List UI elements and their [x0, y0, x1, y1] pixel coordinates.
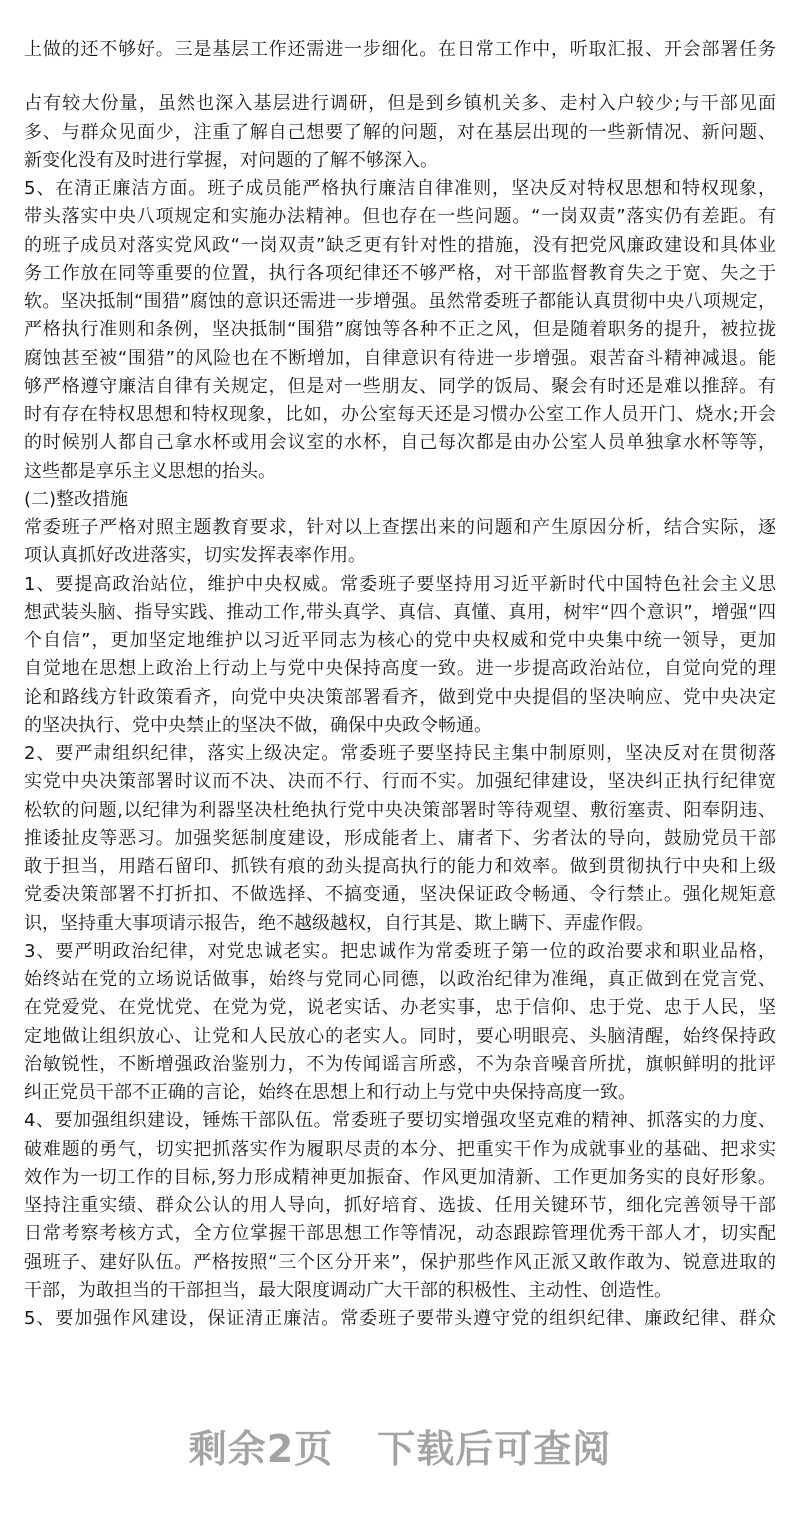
document-line: 腐蚀甚至被“围猎”的风险也在不断增加，自律意识有待进一步增强。艰苦奋斗精神减退。能 [24, 347, 776, 369]
document-line: 4、要加强组织建设，锤炼干部队伍。常委班子要切实增强攻坚克难的精神、抓落实的力度、 [24, 1110, 776, 1132]
document-line: 的坚决执行、党中央禁止的坚决不做，确保中央政令畅通。 [24, 714, 492, 736]
download-to-view-label: 下载后可查阅 [377, 1427, 612, 1471]
document-line: 实党中央决策部署时议而不决、决而不行、行而不实。加强纪律建设，坚决纠正执行纪律宽 [24, 771, 776, 793]
download-prompt[interactable] [0, 1418, 800, 1473]
document-line: 定地做让组织放心、让党和人民放心的老实人。同时，要心明眼亮、头脑清醒，始终保持政 [24, 1025, 776, 1047]
document-lines [24, 90, 776, 1333]
document-line: 3、要严明政治纪律，对党忠诚老实。把忠诚作为常委班子第一位的政治要求和职业品格， [24, 940, 776, 962]
document-line: 务工作放在同等重要的位置，执行各项纪律还不够严格，对干部监督教育失之于宽、失之于 [24, 262, 776, 284]
document-line: 想武装头脑、指导实践、推动工作,带头真学、真信、真懂、真用，树牢“四个意识”，增强“四 [24, 601, 776, 623]
document-line: 时有存在特权思想和特权现象，比如，办公室每天还是习惯办公室工作人员开门、烧水;开会 [24, 404, 776, 425]
document-line: 够严格遵守廉洁自律有关规定，但是对一些朋友、同学的饭局、聚会有时还是难以推辞。有 [24, 375, 776, 397]
document-line: 始终站在党的立场说话做事，始终与党同心同德，以政治纪律为准绳，真正做到在党言党、 [24, 969, 776, 990]
document-line: 的时候别人都自己拿水杯或用会议室的水杯，自己每次都是由办公室人员单独拿水杯等等， [24, 432, 776, 454]
document-line: 1、要提高政治站位，维护中央权威。常委班子要坚持用习近平新时代中国特色社会主义思 [24, 573, 776, 595]
document-line: 软。坚决抵制“围猎”腐蚀的意识还需进一步增强。虽然常委班子都能认真贯彻中央八项规定， [24, 291, 776, 312]
document-line: 论和路线方针政策看齐，向党中央决策部署看齐，做到党中央提倡的坚决响应、党中央决定 [24, 686, 776, 708]
document-line: 党委决策部署不打折扣、不做选择、不搞变通，坚决保证政令畅通、令行禁止。强化规矩意 [24, 884, 776, 906]
document-line: 干部，为敢担当的干部担当，最大限度调动广大干部的积极性、主动性、创造性。 [24, 1279, 672, 1301]
document-line: 在党爱党、在党忧党、在党为党，说老实话、办老实事，忠于信仰、忠于党、忠于人民，坚 [24, 997, 776, 1019]
document-line: 自觉地在思想上政治上行动上与党中央保持高度一致。进一步提高政治站位，自觉向党的理 [24, 658, 776, 680]
document-line: 纠正党员干部不正确的言论，始终在思想上和行动上与党中央保持高度一致。 [24, 1082, 636, 1103]
document-line: 5、要加强作风建设，保证清正廉洁。常委班子要带头遵守党的组织纪律、廉政纪律、群众 [24, 1308, 776, 1329]
document-line: 识，坚持重大事项请示报告，绝不越级越权，自行其是、欺上瞒下、弄虚作假。 [24, 912, 654, 934]
document-line: 常委班子严格对照主题教育要求，针对以上查摆出来的问题和产生原因分析，结合实际，逐 [24, 517, 776, 538]
document-line: 这些都是享乐主义思想的抬头。 [24, 460, 276, 482]
document-line: 上做的还不够好。三是基层工作还需进一步细化。在日常工作中，听取汇报、开会部署任务 [24, 39, 776, 60]
document-line: 严格执行准则和条例，坚决抵制“围猎”腐蚀等各种不正之风，但是随着职务的提升，被拉拢 [24, 319, 776, 341]
remaining-pages-label: 剩余2页 [188, 1427, 334, 1471]
document-line: 治敏锐性，不断增强政治鉴别力，不为传闻谣言所惑，不为杂音噪音所扰，旗帜鲜明的批评 [24, 1053, 776, 1075]
document-line: 的班子成员对落实党风政“一岗双责”缺乏更有针对性的措施，没有把党风廉政建设和具体业 [24, 234, 776, 256]
document-line: 占有较大份量，虽然也深入基层进行调研，但是到乡镇机关多、走村入户较少;与干部见面 [24, 93, 776, 115]
document-line: 新变化没有及时进行掌握，对问题的了解不够深入。 [24, 149, 438, 171]
document-body [24, 36, 776, 1333]
document-line: 推诿扯皮等恶习。加强奖惩制度建设，形成能者上、庸者下、劣者汰的导向，鼓励党员干部 [24, 827, 776, 849]
document-line: 带头落实中央八项规定和实施办法精神。但也存在一些问题。“一岗双责”落实仍有差距。有 [24, 206, 776, 228]
document-line: 5、在清正廉洁方面。班子成员能严格执行廉洁自律准则，坚决反对特权思想和特权现象， [24, 178, 776, 199]
document-line: 破难题的勇气，切实把抓落实作为履职尽责的本分、把重实干作为成就事业的基础、把求实 [24, 1138, 776, 1160]
page-gap [24, 64, 776, 90]
document-line: 强班子、建好队伍。严格按照“三个区分开来”，保护那些作风正派又敢作敢为、锐意进取的 [24, 1251, 776, 1273]
document-line: (二)整改措施 [24, 488, 129, 510]
document-line: 个自信”，更加坚定地维护以习近平同志为核心的党中央权威和党中央集中统一领导，更加 [24, 630, 776, 651]
document-line: 2、要严肃组织纪律，落实上级决定。常委班子要坚持民主集中制原则，坚决反对在贯彻落 [24, 743, 776, 764]
document-line: 项认真抓好改进落实，切实发挥表率作用。 [24, 545, 366, 567]
document-line: 多、与群众见面少，注重了解自己想要了解的问题，对在基层出现的一些新情况、新问题、 [24, 121, 776, 143]
document-line: 坚持注重实绩、群众公认的用人导向，抓好培育、选拔、任用关键环节，细化完善领导干部 [24, 1195, 776, 1216]
document-line: 效作为一切工作的目标,努力形成精神更加振奋、作风更加清新、工作更加务实的良好形象。 [24, 1166, 776, 1188]
document-line: 日常考察考核方式，全方位掌握干部思想工作等情况，动态跟踪管理优秀干部人才，切实配 [24, 1223, 776, 1245]
document-line: 松软的问题,以纪律为利器坚决杜绝执行党中央决策部署时等待观望、敷衍塞责、阳奉阴违、 [24, 799, 776, 821]
document-line: 敢于担当，用踏石留印、抓铁有痕的劲头提高执行的能力和效率。做到贯彻执行中央和上级 [24, 856, 776, 877]
